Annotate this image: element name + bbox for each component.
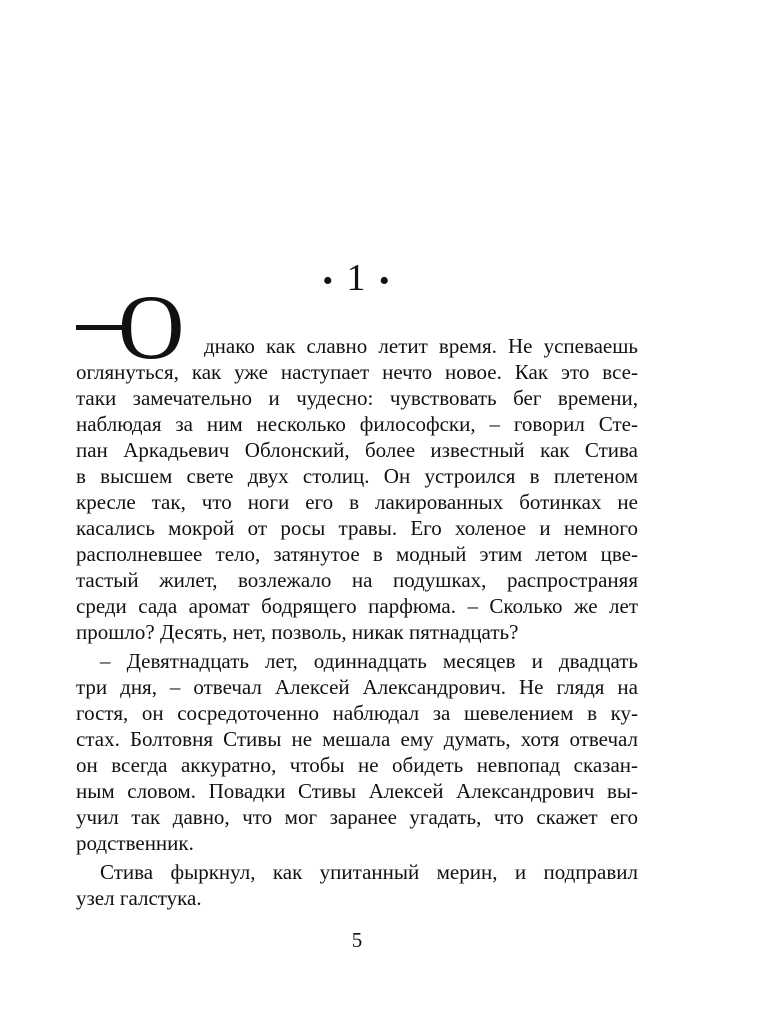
- text-line-10: тастый жилет, возлежало на подушках, распространяя: [76, 568, 638, 592]
- text-line-13: – Девятнадцать лет, одиннадцать месяцев и двадцать: [100, 649, 638, 673]
- chapter-number: 1: [346, 257, 368, 299]
- text-line-18: ным словом. Повадки Стивы Алексей Александрович вы-: [76, 779, 638, 803]
- text-line-17: он всегда аккуратно, чтобы не обидеть невпопад сказан-: [76, 753, 638, 777]
- text-line-8: касались мокрой от росы травы. Его холеное и немного: [76, 516, 638, 540]
- text-line-9: располневшее тело, затянутое в модный этим летом цве-: [76, 542, 638, 566]
- text-line-12: прошло? Десять, нет, позволь, никак пятнадцать?: [76, 620, 519, 644]
- drop-cap-letter: О: [118, 276, 185, 378]
- text-line-6: в высшем свете двух столиц. Он устроился в плетеном: [76, 464, 638, 488]
- text-line-20: родственник.: [76, 831, 194, 855]
- text-line-11: среди сада аромат бодрящего парфюма. – Сколько же лет: [76, 594, 638, 618]
- drop-cap: [76, 276, 216, 378]
- text-line-3: таки замечательно и чудесно: чувствовать бег времени,: [76, 386, 638, 410]
- text-line-1: днако как славно летит время. Не успеваешь: [204, 334, 638, 358]
- text-line-22: узел галстука.: [76, 886, 202, 910]
- text-line-15: гостя, он сосредоточенно наблюдал за шевелением в ку-: [76, 701, 638, 725]
- text-line-4: наблюдая за ним несколько философски, – говорил Сте-: [76, 412, 638, 436]
- text-line-7: кресле так, что ноги его в лакированных ботинках не: [76, 490, 638, 514]
- text-line-2: оглянуться, как уже наступает нечто новое. Как это все-: [76, 360, 638, 384]
- page-number: 5: [351, 928, 363, 952]
- text-line-19: учил так давно, что мог заранее угадать, что скажет его: [76, 805, 638, 829]
- chapter-dot-left: •: [322, 264, 335, 298]
- chapter-dot-right: •: [379, 264, 392, 298]
- text-line-21: Стива фыркнул, как упитанный мерин, и подправил: [100, 860, 638, 884]
- text-line-5: пан Аркадьевич Облонский, более известный как Стива: [76, 438, 638, 462]
- drop-cap-dash: [76, 325, 122, 330]
- text-line-14: три дня, – отвечал Алексей Александрович. Не глядя на: [76, 675, 638, 699]
- text-line-16: стах. Болтовня Стивы не мешала ему думать, хотя отвечал: [76, 727, 638, 751]
